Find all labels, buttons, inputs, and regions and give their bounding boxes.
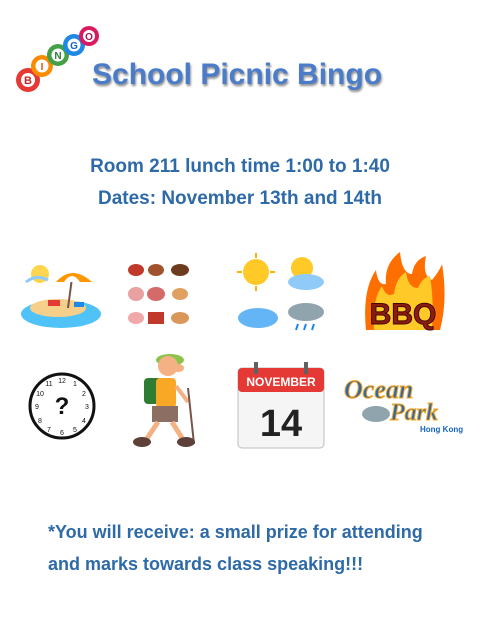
beach-island-icon [18, 252, 104, 332]
meat-food-icon [126, 258, 198, 330]
page-title: School Picnic Bingo [92, 58, 383, 91]
svg-text:Ocean: Ocean [344, 375, 414, 404]
svg-text:7: 7 [47, 427, 51, 434]
svg-text:6: 6 [60, 430, 64, 437]
weather-icon [236, 252, 328, 336]
svg-text:4: 4 [82, 418, 86, 425]
svg-text:I: I [40, 62, 44, 73]
svg-text:1: 1 [73, 381, 77, 388]
svg-text:2: 2 [82, 391, 86, 398]
svg-text:?: ? [54, 393, 70, 420]
svg-text:Park: Park [390, 400, 438, 426]
svg-text:G: G [70, 41, 78, 52]
svg-text:14: 14 [259, 403, 303, 445]
prize-note-line2: and marks towards class speaking!!! [48, 554, 364, 574]
svg-text:Hong Kong: Hong Kong [420, 425, 464, 434]
svg-text:O: O [85, 32, 93, 43]
bingo-ball-o [79, 26, 99, 46]
dates-text: Dates: November 13th and 14th [97, 188, 383, 209]
svg-text:NOVEMBER: NOVEMBER [246, 375, 316, 389]
clock-question-icon [26, 370, 98, 442]
prize-note-line1: *You will receive: a small prize for attending [48, 522, 423, 542]
svg-text:5: 5 [73, 427, 77, 434]
hiker-icon [122, 344, 208, 454]
svg-text:N: N [54, 51, 62, 62]
ocean-park-logo-icon [342, 370, 464, 440]
bbq-flame-icon [360, 250, 446, 338]
svg-text:10: 10 [36, 391, 44, 398]
room-time-text: Room 211 lunch time 1:00 to 1:40 [90, 156, 390, 177]
calendar-icon [236, 362, 326, 450]
svg-text:11: 11 [45, 381, 53, 388]
svg-text:9: 9 [35, 404, 39, 411]
svg-text:3: 3 [85, 404, 89, 411]
svg-text:12: 12 [58, 378, 66, 385]
svg-text:8: 8 [38, 418, 42, 425]
bingo-logo [14, 22, 100, 94]
svg-text:BBQ: BBQ [369, 298, 437, 331]
svg-text:B: B [24, 75, 32, 87]
